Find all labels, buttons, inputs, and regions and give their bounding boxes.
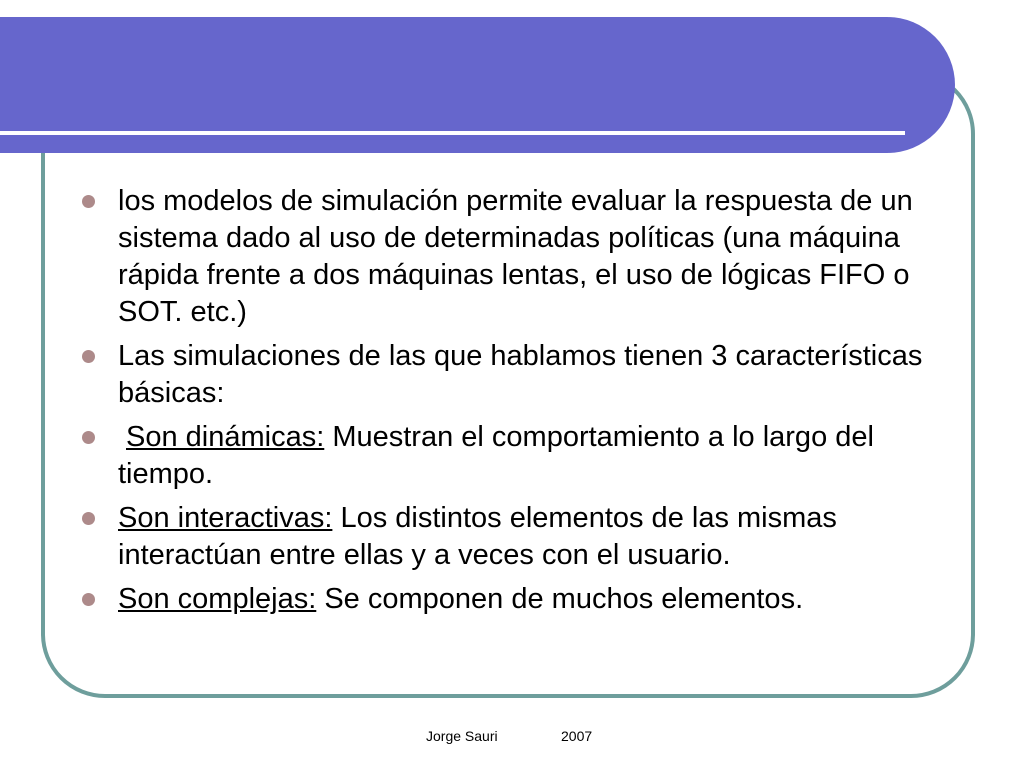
footer-author: Jorge Sauri — [426, 728, 498, 744]
bullet-item — [82, 500, 952, 574]
footer-year: 2007 — [561, 728, 593, 744]
bullet-item — [82, 581, 952, 618]
bullet-dot-icon — [82, 512, 95, 525]
bullet-term: Son interactivas: — [118, 502, 333, 534]
bullet-list — [82, 183, 952, 625]
bullet-text: Se componen de muchos elementos. — [316, 583, 804, 615]
bullet-term: Son complejas: — [118, 583, 317, 615]
bullet-dot-icon — [82, 350, 95, 363]
bullet-text: Las simulaciones de las que hablamos tienen 3 características básicas: — [118, 340, 923, 409]
bullet-item — [82, 183, 952, 331]
bullet-text: Muestran el comportamiento a lo largo del tiempo. — [118, 421, 874, 490]
bullet-text: los modelos de simulación permite evaluar la respuesta de un sistema dado al uso de determinadas políticas (una máquina rápida frente a dos máquinas lentas, el uso de lógicas FIFO o SOT. etc.) — [118, 185, 913, 328]
bullet-dot-icon — [82, 593, 95, 606]
header-divider — [0, 131, 905, 135]
bullet-item — [82, 338, 952, 412]
bullet-dot-icon — [82, 431, 95, 444]
bullet-text: Los distintos elementos de las mismas interactúan entre ellas y a veces con el usuario. — [118, 502, 837, 571]
bullet-item — [82, 419, 952, 493]
bullet-term: Son dinámicas: — [126, 421, 325, 453]
bullet-dot-icon — [82, 195, 95, 208]
